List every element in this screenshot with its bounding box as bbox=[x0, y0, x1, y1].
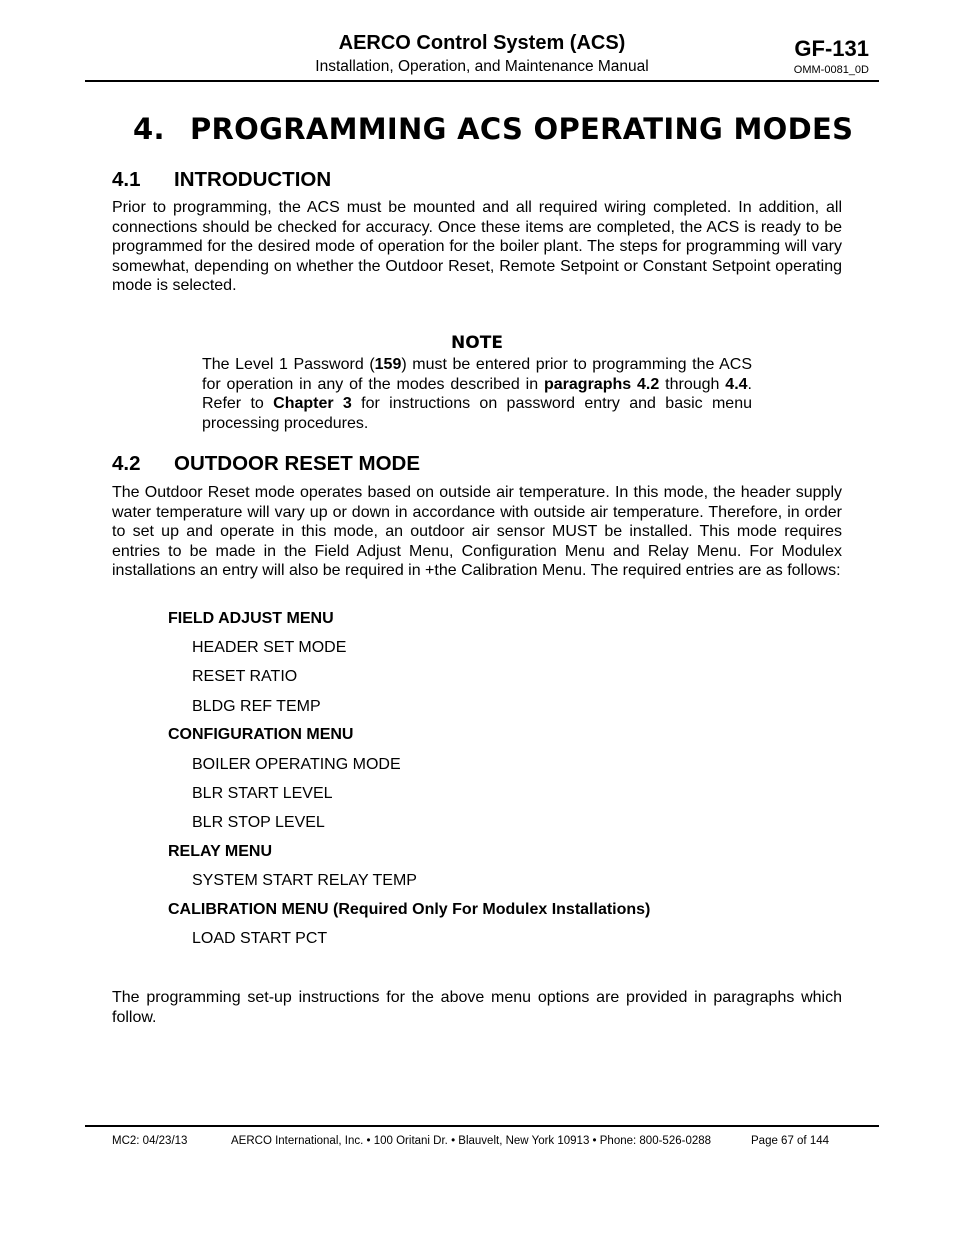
menu-item: SYSTEM START RELAY TEMP bbox=[192, 872, 417, 889]
outdoor-reset-paragraph: The Outdoor Reset mode operates based on outside air temperature. In this mode, the header supply water temperature will vary up or down in accordance with outside air temperature. Therefore, in order to set up and operate in this mode, an outdoor air sensor MUST be installed. This mode requires entries to be made in the Field Adjust Menu, Configuration Menu and Relay Menu. For Modulex installations an entry will also be required in +the Calibration Menu. The required entries are as follows: bbox=[112, 484, 842, 580]
section-heading-introduction bbox=[112, 168, 331, 192]
section-number: 4.1 bbox=[112, 168, 141, 191]
section-title: INTRODUCTION bbox=[174, 168, 332, 191]
header-title: AERCO Control System (ACS) bbox=[338, 32, 626, 54]
section-heading-outdoor-reset bbox=[112, 452, 420, 476]
header-subtitle: Installation, Operation, and Maintenance Manual bbox=[315, 58, 649, 75]
document-id: GF-131 bbox=[794, 36, 869, 61]
menu-heading-calibration: CALIBRATION MENU (Required Only For Modulex Installations) bbox=[168, 901, 651, 918]
menu-item: HEADER SET MODE bbox=[192, 639, 347, 656]
footer-page-number: Page 67 of 144 bbox=[751, 1135, 830, 1147]
chapter-reference: Chapter 3 bbox=[273, 395, 352, 413]
menu-item: BLDG REF TEMP bbox=[192, 698, 321, 715]
footer-address: AERCO International, Inc. • 100 Oritani Dr. • Blauvelt, New York 10913 • Phone: 800-526-0288 bbox=[231, 1135, 712, 1147]
menu-heading-relay: RELAY MENU bbox=[168, 843, 273, 860]
password-value: 159 bbox=[374, 356, 402, 373]
chapter-title-text: PROGRAMMING ACS OPERATING MODES bbox=[190, 112, 854, 146]
section-number: 4.2 bbox=[112, 452, 141, 475]
chapter-title bbox=[133, 112, 853, 146]
closing-paragraph: The programming set-up instructions for the above menu options are provided in paragraphs which follow. bbox=[112, 989, 842, 1026]
section-title: OUTDOOR RESET MODE bbox=[174, 452, 421, 475]
page-header bbox=[85, 30, 879, 82]
footer-divider bbox=[85, 1125, 879, 1127]
introduction-paragraph: Prior to programming, the ACS must be mounted and all required wiring completed. In addition, all connections should be checked for accuracy. Once these items are completed, the ACS is ready to be programmed for the desired mode of operation for the boiler plant. The steps for programming will vary somewhat, depending on whether the Outdoor Reset, Remote Setpoint or Constant Setpoint operating mode is selected. bbox=[112, 199, 842, 295]
footer-revision: MC2: 04/23/13 bbox=[112, 1135, 188, 1147]
menu-item: BLR START LEVEL bbox=[192, 785, 333, 802]
menu-item: RESET RATIO bbox=[192, 668, 298, 685]
menu-heading-configuration: CONFIGURATION MENU bbox=[168, 726, 354, 743]
chapter-number: 4. bbox=[133, 112, 165, 146]
document-revision: OMM-0081_0D bbox=[793, 64, 869, 76]
menu-item: LOAD START PCT bbox=[192, 930, 328, 947]
header-divider bbox=[85, 80, 879, 82]
menu-item: BOILER OPERATING MODE bbox=[192, 756, 401, 773]
menu-heading-field-adjust: FIELD ADJUST MENU bbox=[168, 610, 334, 627]
note-label: NOTE bbox=[451, 333, 503, 353]
menu-item: BLR STOP LEVEL bbox=[192, 814, 325, 831]
paragraph-reference-end: 4.4 bbox=[725, 375, 748, 393]
note-body: The Level 1 Password (159) must be entered prior to programming the ACS for operation in any of the modes described in paragraphs 4.2 through 4.4. Refer to Chapter 3 for instructions on password entry and basic menu processing procedures. bbox=[202, 356, 753, 432]
paragraph-reference: paragraphs 4.2 bbox=[544, 375, 660, 393]
